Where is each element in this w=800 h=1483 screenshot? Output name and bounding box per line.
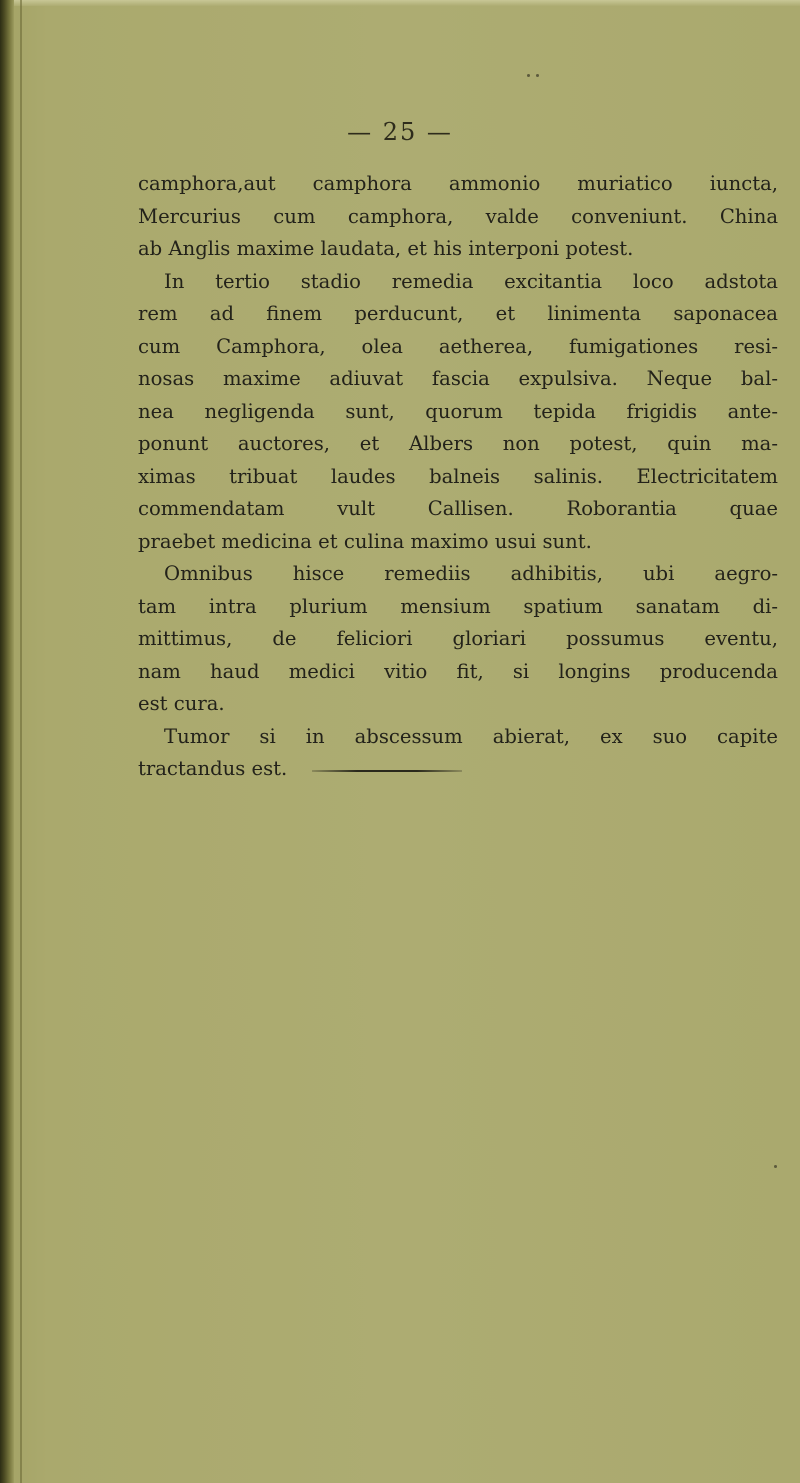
text-line: camphora,aut camphora ammonio muriatico iuncta, [138, 172, 778, 195]
paper-speck [774, 1165, 777, 1168]
binding-edge-line [20, 0, 22, 1483]
book-binding-shadow [0, 0, 14, 1483]
paper-speck [536, 74, 539, 77]
paragraph-3 [138, 558, 778, 721]
text-line: In tertio stadio remedia excitantia loco adstota [164, 269, 778, 293]
paragraph-1 [138, 168, 778, 266]
section-end-rule [312, 770, 462, 772]
text-line: Mercurius cum camphora, valde conveniunt. China [138, 204, 778, 228]
text-line: Omnibus hisce remediis adhibitis, ubi aegro- [164, 562, 778, 585]
page-top-edge [0, 0, 800, 6]
page-number: — 25 — [347, 118, 453, 146]
paper-speck [527, 74, 530, 77]
text-line: Tumor si in abscessum abierat, ex suo capite [164, 724, 778, 748]
text-line: mittimus, de feliciori gloriari possumus eventu, [138, 627, 778, 650]
text-line: praebet medicina et culina maximo usui sunt. [138, 529, 592, 553]
text-line: ab Anglis maxime laudata, et his interponi potest. [138, 237, 634, 260]
paragraph-2 [138, 266, 778, 559]
text-line: commendatam vult Callisen. Roborantia quae [138, 497, 778, 520]
text-line: cum Camphora, olea aetherea, fumigationes resi- [138, 334, 778, 358]
text-line: nea negligenda sunt, quorum tepida frigidis ante- [138, 399, 778, 423]
text-line: ximas tribuat laudes balneis salinis. Electricitatem [138, 464, 778, 488]
text-line: rem ad finem perducunt, et linimenta saponacea [138, 302, 778, 325]
text-line: nosas maxime adiuvat fascia expulsiva. Neque bal- [138, 367, 778, 390]
body-text [138, 168, 778, 786]
paragraph-4 [138, 721, 778, 786]
text-line: tractandus est. [138, 757, 288, 780]
text-line: nam haud medici vitio fit, si longins producenda [138, 659, 778, 683]
text-line: ponunt auctores, et Albers non potest, quin ma- [138, 432, 778, 455]
text-line: tam intra plurium mensium spatium sanatam di- [138, 594, 778, 618]
text-line: est cura. [138, 692, 225, 715]
